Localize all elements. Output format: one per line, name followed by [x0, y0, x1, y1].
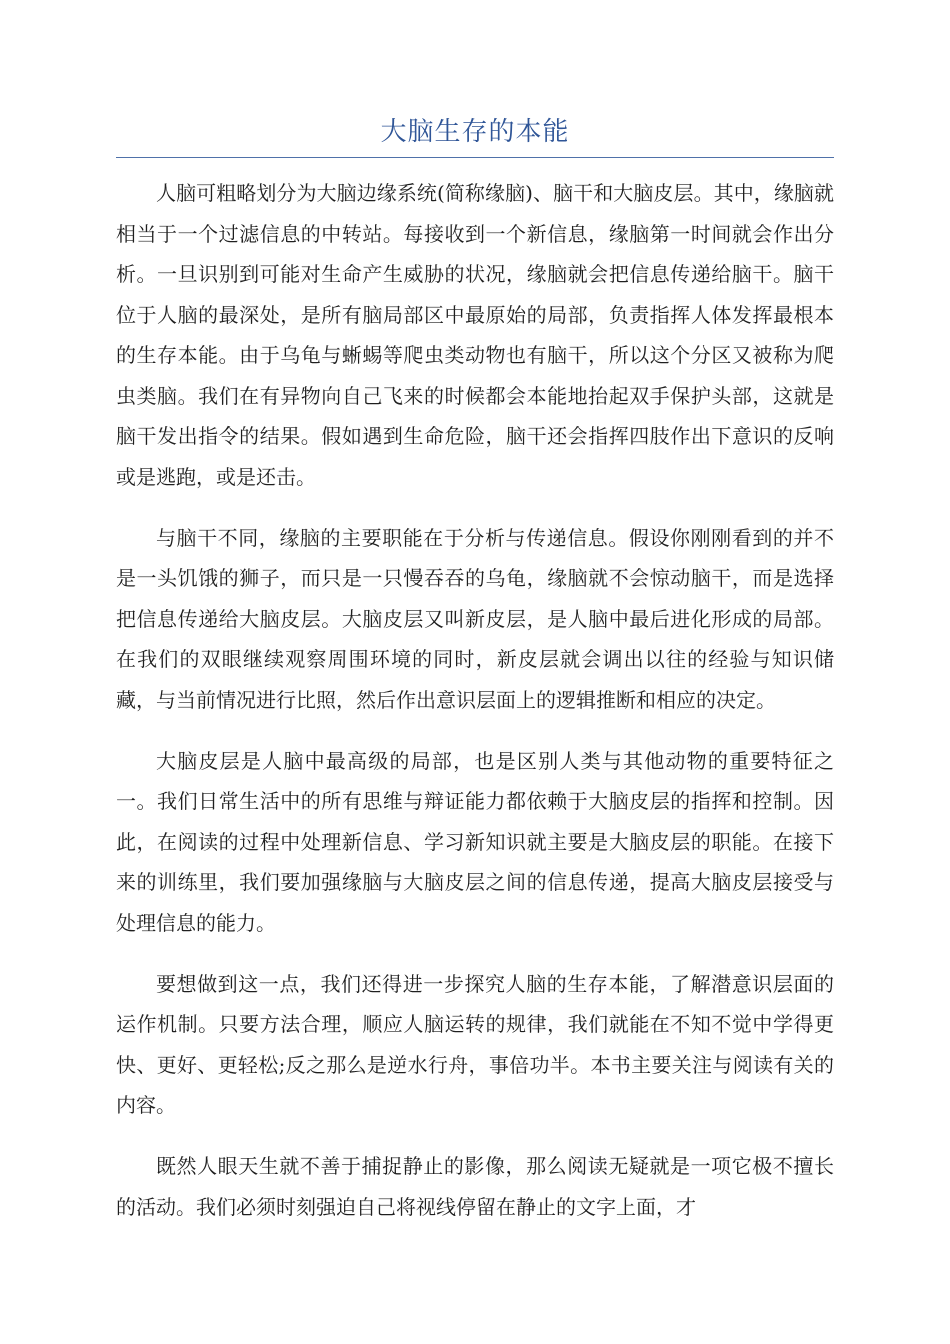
- paragraph-1: 人脑可粗略划分为大脑边缘系统(简称缘脑)、脑干和大脑皮层。其中，缘脑就相当于一个过滤信息的中转站。每接收到一个新信息，缘脑第一时间就会作出分析。一旦识别到可能对生命产生威胁的状况，缘脑就会把信息传递给脑干。脑干位于人脑的最深处，是所有脑局部区中最原始的局部，负责指挥人体发挥最根本的生存本能。由于乌龟与蜥蜴等爬虫类动物也有脑干，所以这个分区又被称为爬虫类脑。我们在有异物向自己飞来的时候都会本能地抬起双手保护头部，这就是脑干发出指令的结果。假如遇到生命危险，脑干还会指挥四肢作出下意识的反响或是逃跑，或是还击。: [116, 181, 834, 489]
- paragraph-3: 大脑皮层是人脑中最高级的局部，也是区别人类与其他动物的重要特征之一。我们日常生活中的所有思维与辩证能力都依赖于大脑皮层的指挥和控制。因此，在阅读的过程中处理新信息、学习新知识就主要是大脑皮层的职能。在接下来的训练里，我们要加强缘脑与大脑皮层之间的信息传递，提高大脑皮层接受与处理信息的能力。: [116, 748, 834, 935]
- paragraph-4: 要想做到这一点，我们还得进一步探究人脑的生存本能，了解潜意识层面的运作机制。只要方法合理，顺应人脑运转的规律，我们就能在不知不觉中学得更快、更好、更轻松;反之那么是逆水行舟，事倍功半。本书主要关注与阅读有关的内容。: [116, 971, 834, 1117]
- document-title: 大脑生存的本能: [380, 117, 570, 147]
- document-body: [116, 173, 834, 1248]
- paragraph-5: 既然人眼天生就不善于捕捉静止的影像，那么阅读无疑就是一项它极不擅长的活动。我们必须时刻强迫自己将视线停留在静止的文字上面，才: [116, 1154, 834, 1219]
- title-block: [116, 112, 834, 158]
- paragraph-2: 与脑干不同，缘脑的主要职能在于分析与传递信息。假设你刚刚看到的并不是一头饥饿的狮子，而只是一只慢吞吞的乌龟，缘脑就不会惊动脑干，而是选择把信息传递给大脑皮层。大脑皮层又叫新皮层，是人脑中最后进化形成的局部。在我们的双眼继续观察周围环境的同时，新皮层就会调出以往的经验与知识储藏，与当前情况进行比照，然后作出意识层面上的逻辑推断和相应的决定。: [116, 525, 834, 712]
